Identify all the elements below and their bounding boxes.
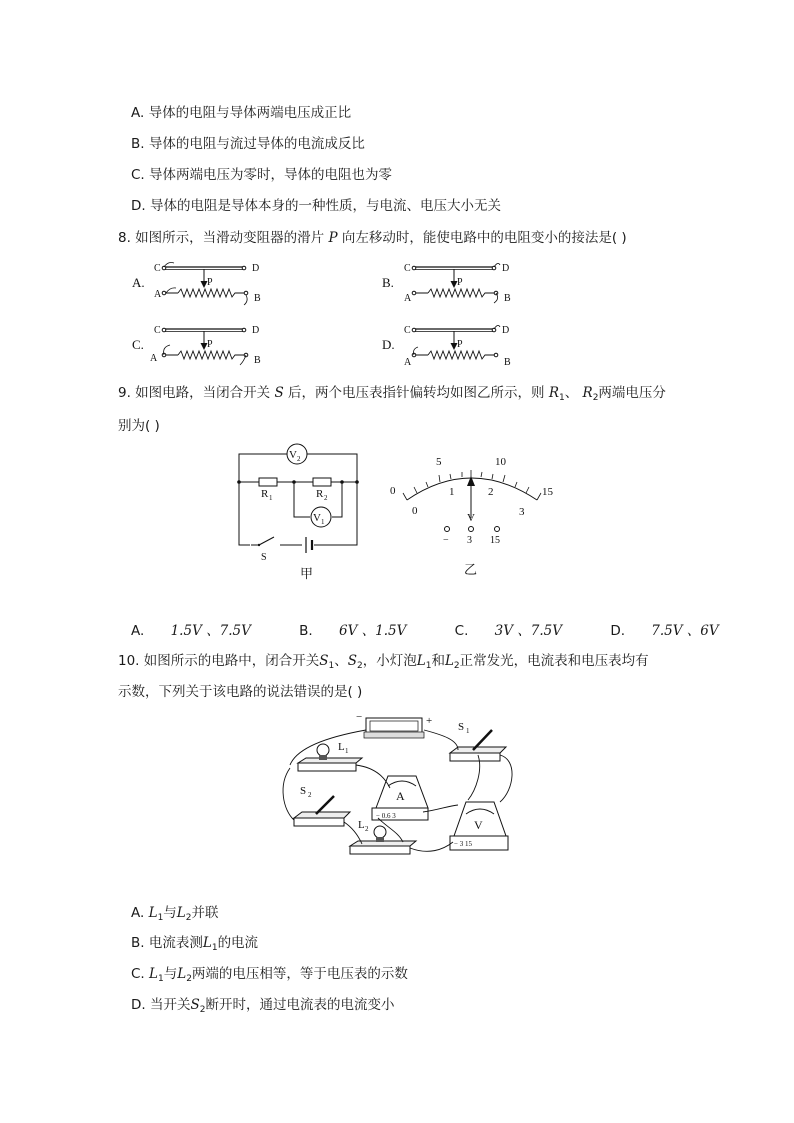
svg-text:P: P — [207, 277, 213, 288]
svg-text:1: 1 — [269, 494, 273, 502]
svg-text:A: A — [404, 357, 412, 368]
svg-text:S: S — [458, 721, 465, 733]
svg-text:V: V — [313, 512, 321, 524]
svg-text:P: P — [457, 277, 463, 288]
q9-options — [131, 621, 763, 641]
svg-text:− 3 15: − 3 15 — [454, 840, 472, 848]
svg-text:A: A — [150, 353, 158, 364]
svg-text:−: − — [443, 535, 449, 546]
svg-text:1: 1 — [321, 518, 325, 526]
svg-text:C: C — [154, 325, 161, 336]
q7-option-d: D. 导体的电阻是导体本身的一种性质，与电流、电压大小无关 — [131, 198, 501, 214]
svg-text:甲: 甲 — [300, 567, 314, 582]
svg-text:0: 0 — [390, 485, 396, 497]
q9-voltmeter-dial — [387, 448, 562, 583]
svg-text:2: 2 — [308, 791, 312, 799]
q8-stem: 8. 如图所示，当滑动变阻器的滑片 P 向左移动时，能使电路中的电阻变小的接法是( ) — [118, 230, 627, 246]
svg-text:乙: 乙 — [464, 563, 478, 578]
svg-text:10: 10 — [495, 456, 506, 468]
option-d-letter: D. — [382, 337, 395, 352]
q9-option-c: C. 3V 、7.5V — [454, 623, 563, 639]
svg-text:1: 1 — [466, 727, 470, 735]
svg-text:1: 1 — [345, 747, 349, 755]
q10-option-d: D. 当开关$S_2$断开时，通过电流表的电流变小 — [131, 997, 395, 1015]
svg-text:B: B — [504, 357, 511, 368]
svg-text:3: 3 — [467, 535, 472, 546]
svg-text:S: S — [300, 785, 307, 797]
svg-text:2: 2 — [365, 825, 369, 833]
svg-text:15: 15 — [542, 486, 553, 498]
svg-text:1: 1 — [449, 486, 455, 498]
q9-option-a: A. 1.5V 、7.5V — [131, 623, 251, 639]
q7-option-c: C. 导体两端电压为零时，导体的电阻也为零 — [131, 167, 393, 183]
svg-text:V: V — [467, 512, 475, 524]
svg-text:C: C — [404, 325, 411, 336]
svg-text:A: A — [404, 293, 412, 304]
q10-stem-line2: 示数，下列关于该电路的说法错误的是( ) — [118, 684, 363, 700]
svg-text:R: R — [316, 488, 324, 500]
svg-text:R: R — [261, 488, 269, 500]
svg-text:L: L — [358, 819, 365, 831]
q10-option-c: C. $L_1$与$L_2$两端的电压相等，等于电压表的示数 — [131, 966, 408, 984]
svg-text:D: D — [252, 263, 260, 274]
svg-text:C: C — [154, 263, 161, 274]
svg-text:P: P — [207, 339, 213, 350]
q8-rheostat-options — [128, 255, 528, 373]
q10-option-b: B. 电流表测$L_1$的电流 — [131, 935, 259, 953]
q9-stem-line1: 9. 如图电路，当闭合开关 S 后，两个电压表指针偏转均如图乙所示，则 $R_1$、 $R_2$两端电压分 — [118, 385, 666, 403]
q9-circuit-diagram — [230, 440, 370, 585]
svg-text:15: 15 — [490, 535, 500, 546]
q9-option-d: D. 7.5V 、6V — [610, 623, 719, 639]
svg-text:L: L — [338, 741, 345, 753]
q7-option-a: A. 导体的电阻与导体两端电压成正比 — [131, 105, 352, 121]
svg-text:2: 2 — [297, 455, 301, 463]
svg-text:2: 2 — [324, 494, 328, 502]
svg-text:A: A — [154, 289, 162, 300]
svg-text:V: V — [474, 818, 483, 832]
svg-text:S: S — [261, 552, 267, 563]
q10-circuit-illustration — [278, 710, 518, 862]
svg-text:A: A — [396, 789, 405, 803]
svg-text:V: V — [289, 449, 297, 461]
option-a-letter: A. — [132, 275, 145, 290]
svg-text:D: D — [502, 325, 510, 336]
q9-option-b: B. 6V 、1.5V — [299, 623, 407, 639]
q10-stem-line1: 10. 如图所示的电路中，闭合开关$S_1$、$S_2$，小灯泡$L_1$和$L_2$正常发光，电流表和电压表均有 — [118, 653, 649, 671]
svg-text:+: + — [426, 715, 433, 727]
option-c-letter: C. — [132, 337, 144, 352]
svg-text:P: P — [457, 339, 463, 350]
svg-text:−: − — [356, 711, 363, 723]
svg-text:5: 5 — [436, 456, 442, 468]
option-b-letter: B. — [382, 275, 394, 290]
q9-stem-line2: 别为( ) — [118, 418, 160, 434]
svg-text:D: D — [502, 263, 510, 274]
svg-text:C: C — [404, 263, 411, 274]
svg-text:D: D — [252, 325, 260, 336]
q7-option-b: B. 导体的电阻与流过导体的电流成反比 — [131, 136, 365, 152]
q10-option-a: A. $L_1$与$L_2$并联 — [131, 905, 219, 923]
svg-text:B: B — [504, 293, 511, 304]
svg-text:B: B — [254, 293, 261, 304]
svg-text:− 0.6 3: − 0.6 3 — [376, 812, 396, 820]
svg-text:B: B — [254, 355, 261, 366]
svg-text:3: 3 — [519, 506, 525, 518]
svg-text:2: 2 — [488, 486, 494, 498]
svg-text:0: 0 — [412, 505, 418, 517]
